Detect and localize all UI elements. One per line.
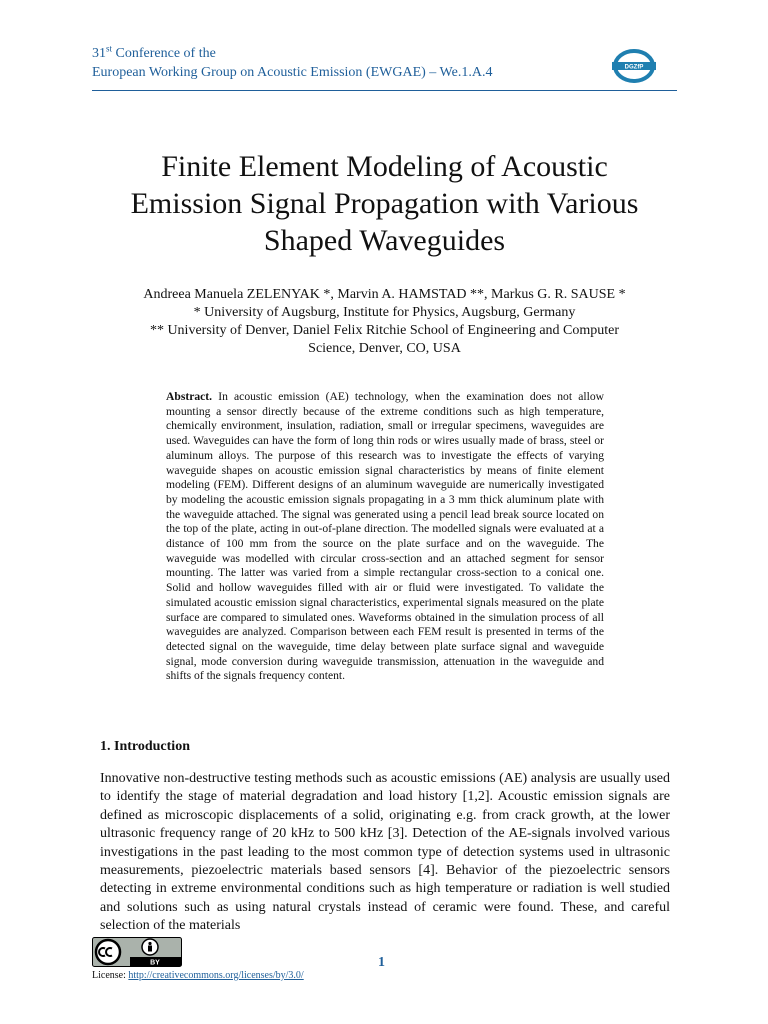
conference-line-2: European Working Group on Acoustic Emission (EWGAE) – We.1.A.4 — [92, 65, 493, 80]
title-line: Shaped Waveguides — [263, 224, 506, 257]
introduction-paragraph: Innovative non-destructive testing methods such as acoustic emissions (AE) analysis are usually used to identify the stage of material degradation and load history [1,2]. Acoustic emission signals are defined as microscopic displacements of a solid, originating e.g. from crack growth, at the lower ultrasonic frequency range of 20 kHz to 500 kHz [3]. Detection of the AE-signals involved various investigations in the past leading to the most common type of detection systems used in ultrasonic measurements, piezoelectric materials based sensors [4]. Behavior of the piezoelectric sensors detecting in extreme environmental conditions such as high temperature or radiation is well studied and solutions such as using natural crystals instead of ceramic were found. These, and careful selection of the materials — [100, 771, 670, 934]
conference-line-1-rest: Conference of the — [112, 46, 216, 61]
conference-number: 31 — [92, 46, 106, 61]
header-divider — [92, 90, 677, 91]
section-heading: 1. Introduction — [100, 739, 190, 754]
conference-line-1 — [92, 44, 672, 63]
affiliation-1: * University of Augsburg, Institute for Physics, Augsburg, Germany — [193, 305, 576, 320]
page-number: 1 — [378, 955, 385, 970]
abstract — [166, 390, 604, 684]
license-label: License: — [92, 970, 129, 981]
dgzfp-logo-icon — [611, 48, 657, 84]
license-line — [92, 970, 304, 981]
affiliation-2: ** University of Denver, Daniel Felix Ritchie School of Engineering and Computer — [149, 323, 620, 338]
license-link[interactable]: http://creativecommons.org/licenses/by/3.0/ — [128, 970, 304, 981]
conference-ordinal: st — [106, 43, 113, 54]
logo-text: DGZfP — [624, 64, 644, 71]
cc-by-label: BY — [150, 959, 160, 967]
abstract-text: In acoustic emission (AE) technology, when the examination does not allow mounting a sensor directly because of the extreme conditions such as high temperature, chemically environment, insulation, radiation, small or irregular specimens, waveguides are used. Waveguides can have the form of long thin rods or wires usually made of brass, steel or aluminum alloys. The purpose of this research was to investigate the effects of varying waveguide shapes on acoustic emission signal characteristics by means of finite element modeling (FEM). Different designs of an aluminum waveguide are numerically investigated by modeling the acoustic emission signals propagating in a 3 mm thick aluminum plate with the waveguide attached. The signal was generated using a pencil lead break source located on the top of the plate, acting in out-of-plane direction. The modelled signals were evaluated at a distance of 100 mm from the source on the plate surface and on the waveguide. The waveguide was modelled with circular cross-section and an attached segment for sensor mounting. The latter was varied from a simple rectangular cross-section to a conical one. Solid and hollow waveguides filled with air or fluid were investigated. To validate the simulated acoustic emission signal characteristics, experimental signals measured on the plate surface are compared to simulated ones. Waveforms obtained in the simulation process of all waveguides are analyzed. Comparison between each FEM result is presented in terms of the detected signal on the waveguide, time delay between plate surface signal and waveguide signal, mode conversion during waveguide transmission, attenuation in the waveguide and shifts of the signals frequency content. — [166, 390, 604, 683]
author-names: Andreea Manuela ZELENYAK *, Marvin A. HAMSTAD **, Markus G. R. SAUSE * — [143, 287, 626, 302]
abstract-label: Abstract. — [166, 390, 213, 403]
author-block — [92, 286, 677, 358]
affiliation-2-cont: Science, Denver, CO, USA — [308, 341, 461, 356]
title-line: Emission Signal Propagation with Various — [130, 187, 639, 220]
paper-title — [92, 148, 677, 259]
cc-by-license-icon[interactable] — [92, 937, 182, 967]
conference-header — [92, 44, 672, 82]
title-line: Finite Element Modeling of Acoustic — [161, 150, 608, 183]
